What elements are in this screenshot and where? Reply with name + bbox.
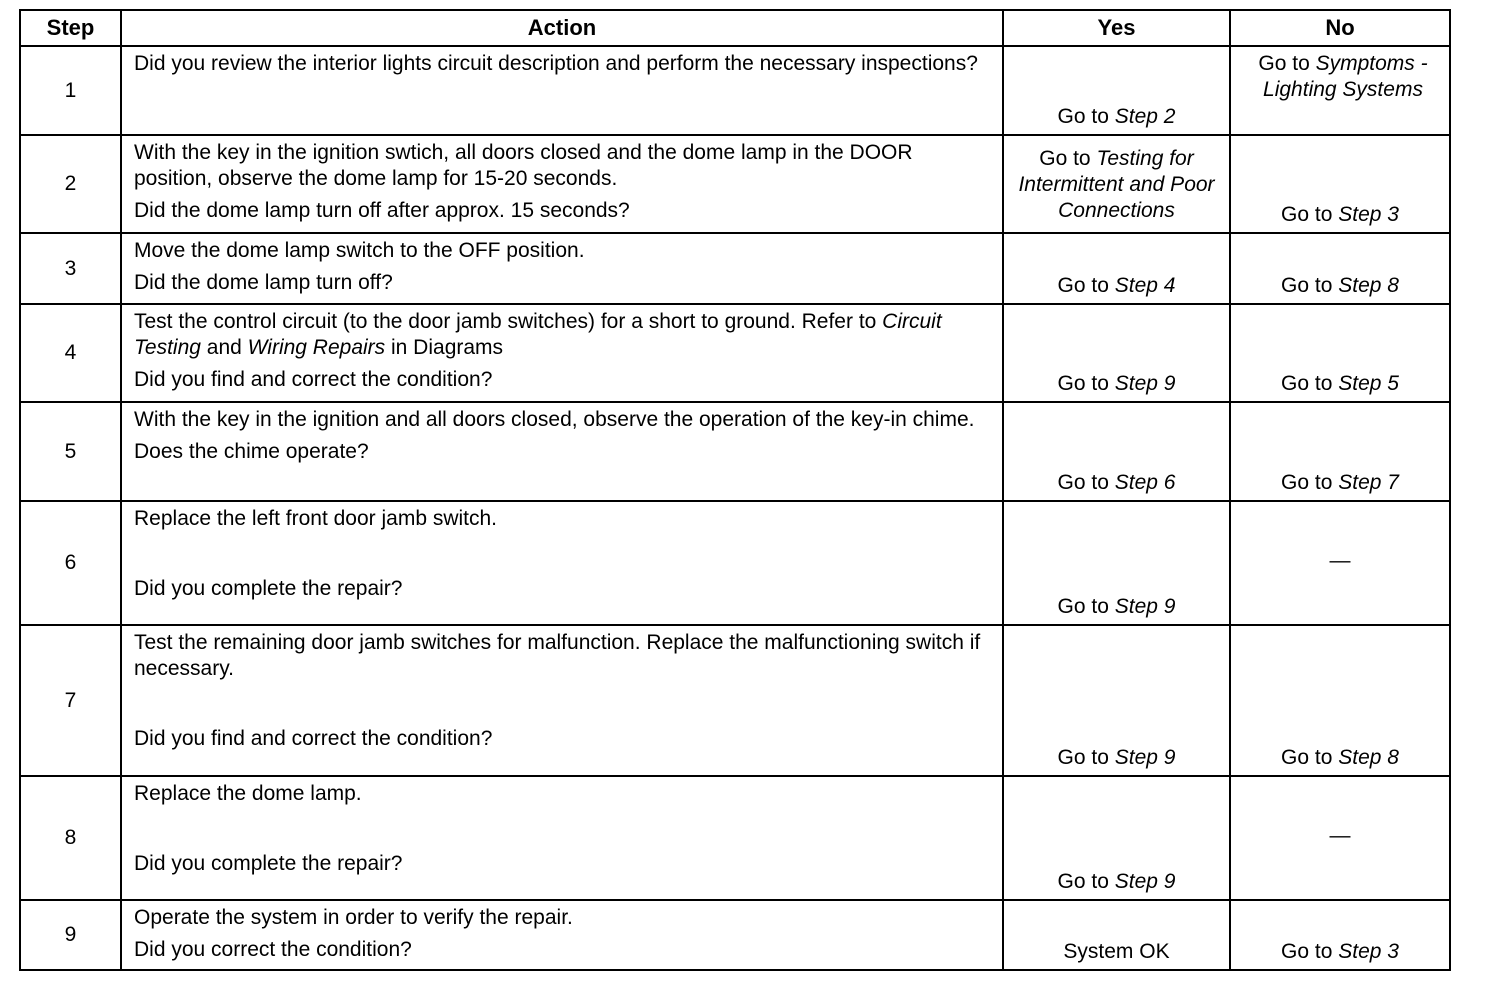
action-question: Did the dome lamp turn off?	[134, 271, 393, 294]
action-question: Did you find and correct the condition?	[134, 727, 493, 750]
yes-text: System OK	[1063, 940, 1170, 963]
yes-cell: Go to Testing for Intermittent and Poor Connections	[1003, 135, 1230, 233]
header-step: Step	[20, 10, 121, 46]
table-row	[20, 233, 1450, 304]
no-cell: Go to Step 7	[1230, 402, 1450, 501]
action-text: Test the control circuit (to the door jamb switches) for a short to ground. Refer to Circuit Testing and Wiring Repairs in Diagrams	[134, 310, 942, 359]
step-number: 6	[20, 501, 121, 625]
step-number: 5	[20, 402, 121, 501]
action-cell	[121, 304, 1003, 402]
yes-link: Step 9	[1114, 746, 1176, 769]
table-row	[20, 776, 1450, 900]
action-text: Test the remaining door jamb switches for malfunction. Replace the malfunctioning switch if necessary.	[134, 631, 981, 680]
wiring-repairs-ref: Wiring Repairs	[247, 336, 386, 359]
action-text: Replace the dome lamp.	[134, 782, 362, 805]
table-row	[20, 135, 1450, 233]
action-question: Did you complete the repair?	[134, 577, 403, 600]
yes-cell: Go to Step 9	[1003, 776, 1230, 900]
yes-link: Step 2	[1114, 105, 1176, 128]
step-number: 7	[20, 625, 121, 776]
action-text: Replace the left front door jamb switch.	[134, 507, 498, 530]
action-cell	[121, 135, 1003, 233]
no-link: Step 8	[1338, 274, 1399, 297]
action-cell	[121, 625, 1003, 776]
diagnostic-table	[19, 9, 1451, 971]
action-question: Does the chime operate?	[134, 440, 369, 463]
yes-cell: Go to Step 9	[1003, 625, 1230, 776]
no-link: Step 7	[1338, 471, 1399, 494]
action-question: Did you find and correct the condition?	[134, 368, 493, 391]
step-number: 1	[20, 46, 121, 135]
yes-cell: Go to Step 2	[1003, 46, 1230, 135]
yes-cell	[1003, 900, 1230, 970]
no-link: Symptoms - Lighting Systems	[1263, 52, 1428, 101]
step-number: 4	[20, 304, 121, 402]
yes-link: Testing for Intermittent and Poor Connections	[1018, 147, 1215, 222]
action-text: With the key in the ignition swtich, all doors closed and the dome lamp in the DOOR position, observe the dome lamp for 15-20 seconds.	[134, 141, 913, 190]
action-text: Operate the system in order to verify the repair.	[134, 906, 573, 929]
action-cell	[121, 776, 1003, 900]
step-number: 8	[20, 776, 121, 900]
step-number: 3	[20, 233, 121, 304]
no-cell: Go to Step 3	[1230, 135, 1450, 233]
circuit-testing-ref: Circuit Testing	[134, 310, 942, 359]
action-cell	[121, 233, 1003, 304]
yes-link: Step 6	[1114, 471, 1176, 494]
step-number: 9	[20, 900, 121, 970]
no-dash: —	[1329, 824, 1351, 847]
yes-cell: Go to Step 6	[1003, 402, 1230, 501]
no-link: Step 3	[1338, 203, 1399, 226]
header-row	[20, 10, 1450, 46]
yes-cell: Go to Step 9	[1003, 304, 1230, 402]
no-cell: Go to Step 8	[1230, 625, 1450, 776]
action-cell	[121, 900, 1003, 970]
table-row	[20, 501, 1450, 625]
no-cell: Go to Step 8	[1230, 233, 1450, 304]
no-cell	[1230, 776, 1450, 900]
no-cell: Go to Step 3	[1230, 900, 1450, 970]
table-row	[20, 402, 1450, 501]
yes-link: Step 9	[1114, 595, 1176, 618]
action-cell	[121, 46, 1003, 135]
no-cell: Go to Step 5	[1230, 304, 1450, 402]
no-link: Step 5	[1338, 372, 1399, 395]
header-yes: Yes	[1003, 10, 1230, 46]
table-row	[20, 304, 1450, 402]
header-action: Action	[121, 10, 1003, 46]
no-cell	[1230, 501, 1450, 625]
no-cell: Go to Symptoms - Lighting Systems	[1230, 46, 1450, 135]
action-question: Did you correct the condition?	[134, 938, 412, 961]
yes-link: Step 4	[1114, 274, 1176, 297]
yes-cell: Go to Step 9	[1003, 501, 1230, 625]
no-link: Step 8	[1338, 746, 1399, 769]
action-text: With the key in the ignition and all doors closed, observe the operation of the key-in chime.	[134, 408, 975, 431]
table-row	[20, 46, 1450, 135]
yes-cell: Go to Step 4	[1003, 233, 1230, 304]
action-question: Did you complete the repair?	[134, 852, 403, 875]
no-dash: —	[1329, 549, 1351, 572]
table-row	[20, 900, 1450, 970]
yes-link: Step 9	[1114, 870, 1176, 893]
action-question: Did the dome lamp turn off after approx. 15 seconds?	[134, 199, 630, 222]
no-link: Step 3	[1338, 940, 1399, 963]
action-text: Move the dome lamp switch to the OFF position.	[134, 239, 585, 262]
action-text: Did you review the interior lights circuit description and perform the necessary inspections?	[134, 52, 978, 75]
table-row	[20, 625, 1450, 776]
action-cell	[121, 501, 1003, 625]
yes-link: Step 9	[1114, 372, 1176, 395]
header-no: No	[1230, 10, 1450, 46]
step-number: 2	[20, 135, 121, 233]
action-cell	[121, 402, 1003, 501]
